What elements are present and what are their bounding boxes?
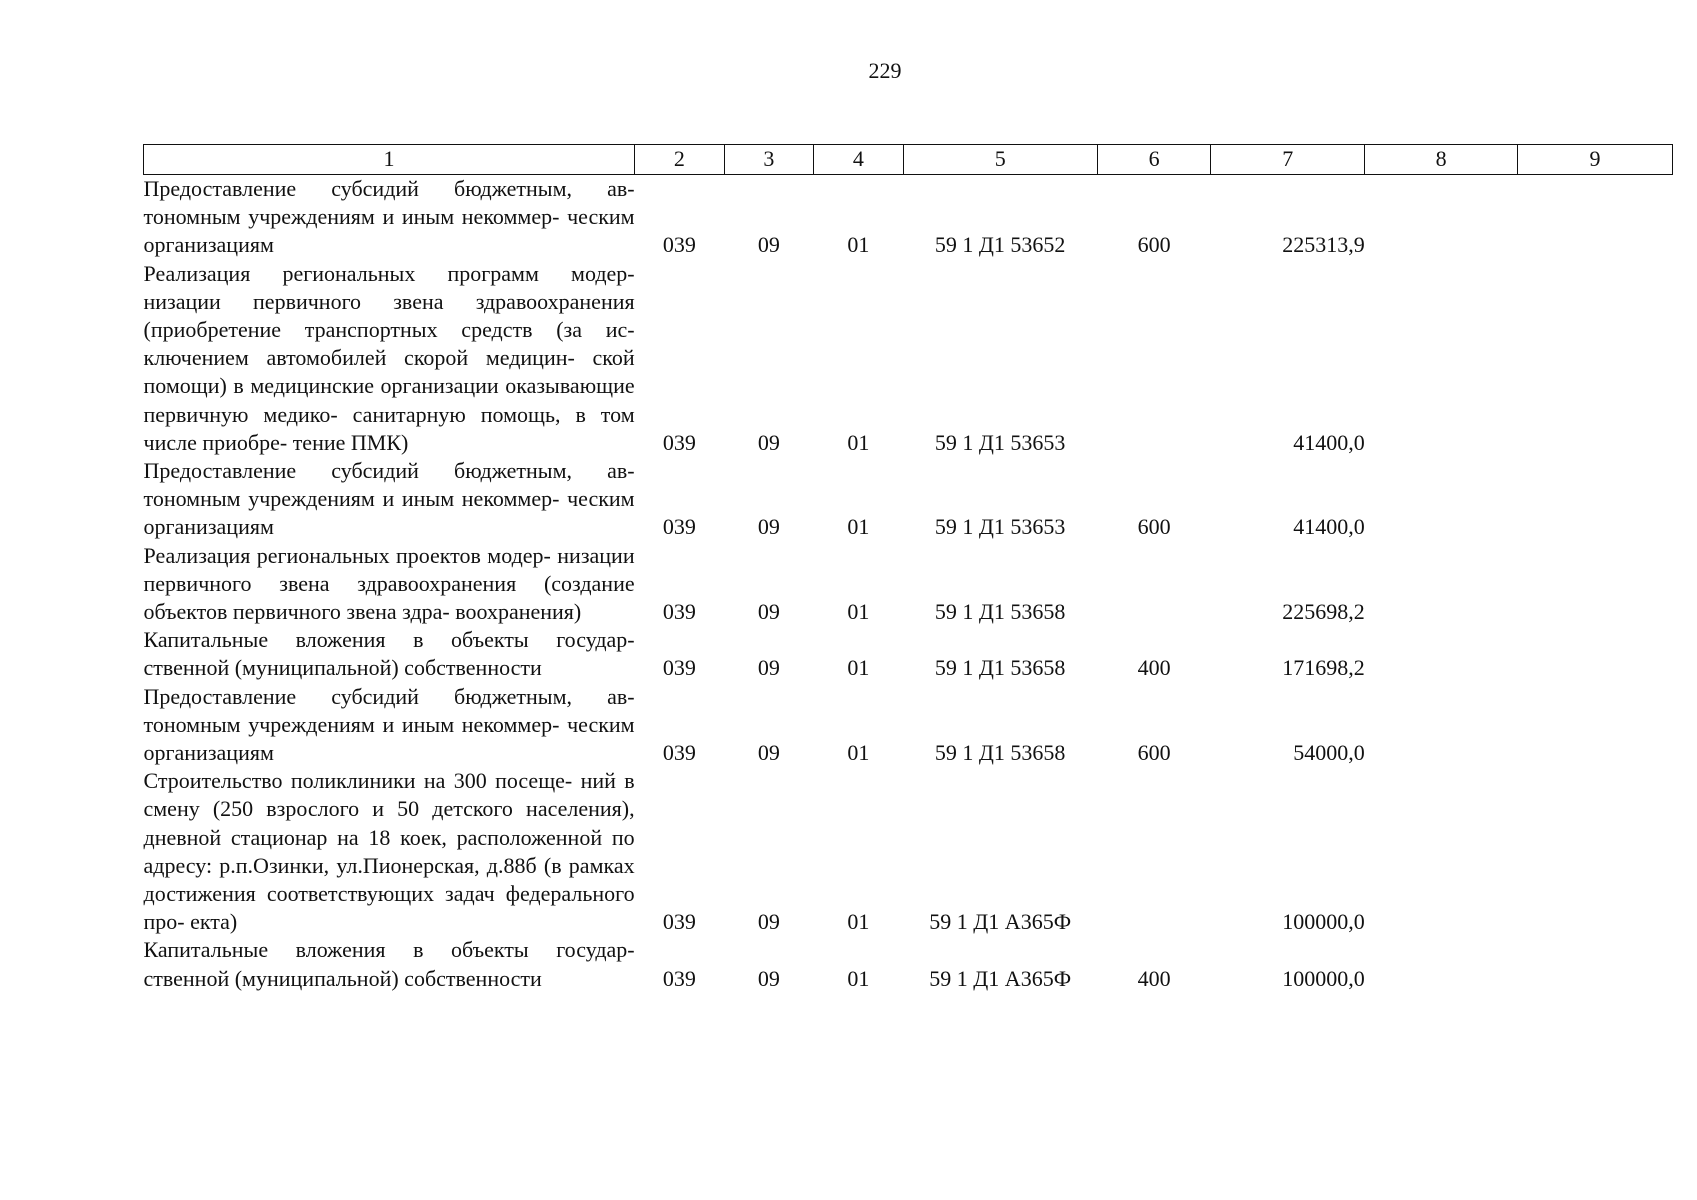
- cell-item-name: [144, 457, 635, 542]
- cell-section-code: 09: [757, 232, 780, 258]
- cell-expense-type: [1097, 542, 1211, 627]
- table-row: [144, 260, 1673, 457]
- cell-ministry-code: 039: [662, 655, 696, 681]
- cell-amount: 41400,0: [1293, 514, 1365, 540]
- item-name-line: ческим организациям: [143, 486, 635, 540]
- cell-col-9: [1517, 683, 1672, 768]
- cell-expense-type: [1097, 260, 1211, 457]
- column-header: 6: [1097, 145, 1211, 175]
- cell-item-name: [144, 260, 635, 457]
- cell-expense-type: 600: [1137, 514, 1171, 540]
- cell-expense-type: 600: [1137, 232, 1171, 258]
- budget-table: [143, 144, 1673, 993]
- cell-section-code: 09: [757, 909, 780, 935]
- column-header: 2: [635, 145, 724, 175]
- cell-section-code: 09: [757, 965, 780, 991]
- cell-target-article: 59 1 Д1 53652: [934, 232, 1066, 258]
- cell-ministry-code: 039: [662, 232, 696, 258]
- item-name-line: (приобретение транспортных средств (за ис-: [143, 317, 635, 343]
- cell-subsection-code: 01: [847, 909, 870, 935]
- item-name-line: оказывающие первичную медико-: [143, 373, 635, 427]
- cell-item-name: [144, 626, 635, 682]
- cell-ministry-code: 039: [662, 514, 696, 540]
- item-name-line: соответствующих задач федерального про-: [143, 881, 635, 935]
- cell-subsection-code: 01: [847, 232, 870, 258]
- item-name-line: ул.Пионерская, д.88б (в рамках достижения: [143, 852, 635, 907]
- cell-subsection-code: 01: [847, 965, 870, 991]
- item-name-line: низации первичного звена здравоохранения: [143, 288, 635, 314]
- item-name-line: екта): [190, 909, 238, 935]
- cell-target-article: 59 1 Д1 А365Ф: [929, 965, 1072, 991]
- item-name-line: тономным учреждениям и иным некоммер-: [143, 204, 560, 230]
- item-name-line: ственной (муниципальной) собственности: [143, 965, 542, 991]
- cell-subsection-code: 01: [847, 514, 870, 540]
- cell-amount: 100000,0: [1282, 909, 1365, 935]
- item-name-line: Реализация региональных проектов модер-: [143, 542, 551, 568]
- cell-subsection-code: 01: [847, 429, 870, 455]
- table-row: [144, 542, 1673, 627]
- column-header: 5: [903, 145, 1097, 175]
- table-row: [144, 936, 1673, 992]
- cell-target-article: 59 1 Д1 53653: [934, 429, 1066, 455]
- cell-col-9: [1517, 457, 1672, 542]
- item-name-line: Строительство поликлиники на 300 посеще-: [143, 768, 573, 794]
- item-name-line: ческим организациям: [143, 204, 635, 258]
- item-name-line: ключением автомобилей скорой медицин-: [143, 345, 575, 371]
- item-name-line: санитарную помощь, в том числе приобре-: [143, 401, 635, 455]
- cell-section-code: 09: [757, 514, 780, 540]
- cell-col-9: [1517, 175, 1672, 260]
- cell-col-8: [1365, 175, 1518, 260]
- item-name-line: тономным учреждениям и иным некоммер-: [143, 486, 560, 512]
- table-row: [144, 175, 1673, 260]
- cell-expense-type: 400: [1137, 965, 1171, 991]
- cell-amount: 225313,9: [1282, 232, 1365, 258]
- cell-target-article: 59 1 Д1 53658: [934, 655, 1066, 681]
- cell-section-code: 09: [757, 655, 780, 681]
- table-row: [144, 626, 1673, 682]
- cell-section-code: 09: [757, 429, 780, 455]
- column-header: 9: [1517, 145, 1672, 175]
- cell-subsection-code: 01: [847, 655, 870, 681]
- cell-item-name: [144, 936, 635, 992]
- item-name-line: Капитальные вложения в объекты государ-: [143, 937, 635, 963]
- cell-amount: 41400,0: [1293, 429, 1365, 455]
- table-row: [144, 683, 1673, 768]
- cell-ministry-code: 039: [662, 965, 696, 991]
- column-header: 7: [1211, 145, 1365, 175]
- cell-col-8: [1365, 767, 1518, 936]
- cell-amount: 171698,2: [1282, 655, 1365, 681]
- cell-col-8: [1365, 683, 1518, 768]
- cell-item-name: [144, 767, 635, 936]
- cell-item-name: [144, 542, 635, 627]
- cell-subsection-code: 01: [847, 740, 870, 766]
- item-name-line: тономным учреждениям и иным некоммер-: [143, 711, 560, 737]
- item-name-line: тение ПМК): [292, 429, 409, 455]
- cell-expense-type: 400: [1137, 655, 1171, 681]
- cell-target-article: 59 1 Д1 53653: [934, 514, 1066, 540]
- item-name-line: Предоставление субсидий бюджетным, ав-: [143, 683, 635, 709]
- cell-col-8: [1365, 936, 1518, 992]
- cell-section-code: 09: [757, 599, 780, 625]
- cell-subsection-code: 01: [847, 599, 870, 625]
- cell-item-name: [144, 683, 635, 768]
- cell-target-article: 59 1 Д1 53658: [934, 740, 1066, 766]
- cell-col-8: [1365, 542, 1518, 627]
- item-name-line: Предоставление субсидий бюджетным, ав-: [143, 458, 635, 484]
- cell-ministry-code: 039: [662, 429, 696, 455]
- table-body: [144, 175, 1673, 993]
- cell-col-8: [1365, 260, 1518, 457]
- cell-col-9: [1517, 936, 1672, 992]
- item-name-line: воохранения): [455, 599, 582, 625]
- cell-amount: 100000,0: [1282, 965, 1365, 991]
- cell-col-9: [1517, 260, 1672, 457]
- table-row: [144, 457, 1673, 542]
- cell-col-8: [1365, 457, 1518, 542]
- column-header: 4: [814, 145, 903, 175]
- cell-col-9: [1517, 767, 1672, 936]
- item-name-line: (создание объектов первичного звена здра-: [143, 570, 635, 625]
- cell-expense-type: [1097, 767, 1211, 936]
- cell-ministry-code: 039: [662, 909, 696, 935]
- table-header-row: [144, 145, 1673, 175]
- cell-expense-type: 600: [1137, 740, 1171, 766]
- cell-ministry-code: 039: [662, 740, 696, 766]
- cell-target-article: 59 1 Д1 53658: [934, 599, 1066, 625]
- cell-amount: 54000,0: [1293, 740, 1365, 766]
- item-name-line: Реализация региональных программ модер-: [143, 260, 635, 286]
- cell-item-name: [144, 175, 635, 260]
- cell-section-code: 09: [757, 740, 780, 766]
- cell-amount: 225698,2: [1282, 599, 1365, 625]
- item-name-line: Капитальные вложения в объекты государ-: [143, 627, 635, 653]
- table-row: [144, 767, 1673, 936]
- item-name-line: населения), дневной стационар на 18 коек,: [143, 796, 635, 850]
- cell-col-9: [1517, 542, 1672, 627]
- item-name-line: ской помощи) в медицинские организации: [143, 345, 635, 399]
- column-header: 1: [144, 145, 635, 175]
- cell-ministry-code: 039: [662, 599, 696, 625]
- item-name-line: ческим организациям: [143, 711, 635, 766]
- item-name-line: ственной (муниципальной) собственности: [143, 655, 542, 681]
- cell-col-8: [1365, 626, 1518, 682]
- page-number: 229: [868, 58, 902, 83]
- column-header: 3: [724, 145, 813, 175]
- cell-target-article: 59 1 Д1 А365Ф: [929, 909, 1072, 935]
- item-name-line: Предоставление субсидий бюджетным, ав-: [143, 176, 635, 201]
- item-name-line: расположенной по адресу: р.п.Озинки,: [143, 824, 635, 878]
- item-name-line: ний в смену (250 взрослого и 50 детского: [143, 768, 635, 822]
- column-header: 8: [1365, 145, 1518, 175]
- cell-col-9: [1517, 626, 1672, 682]
- item-name-line: низации первичного звена здравоохранения: [143, 542, 635, 596]
